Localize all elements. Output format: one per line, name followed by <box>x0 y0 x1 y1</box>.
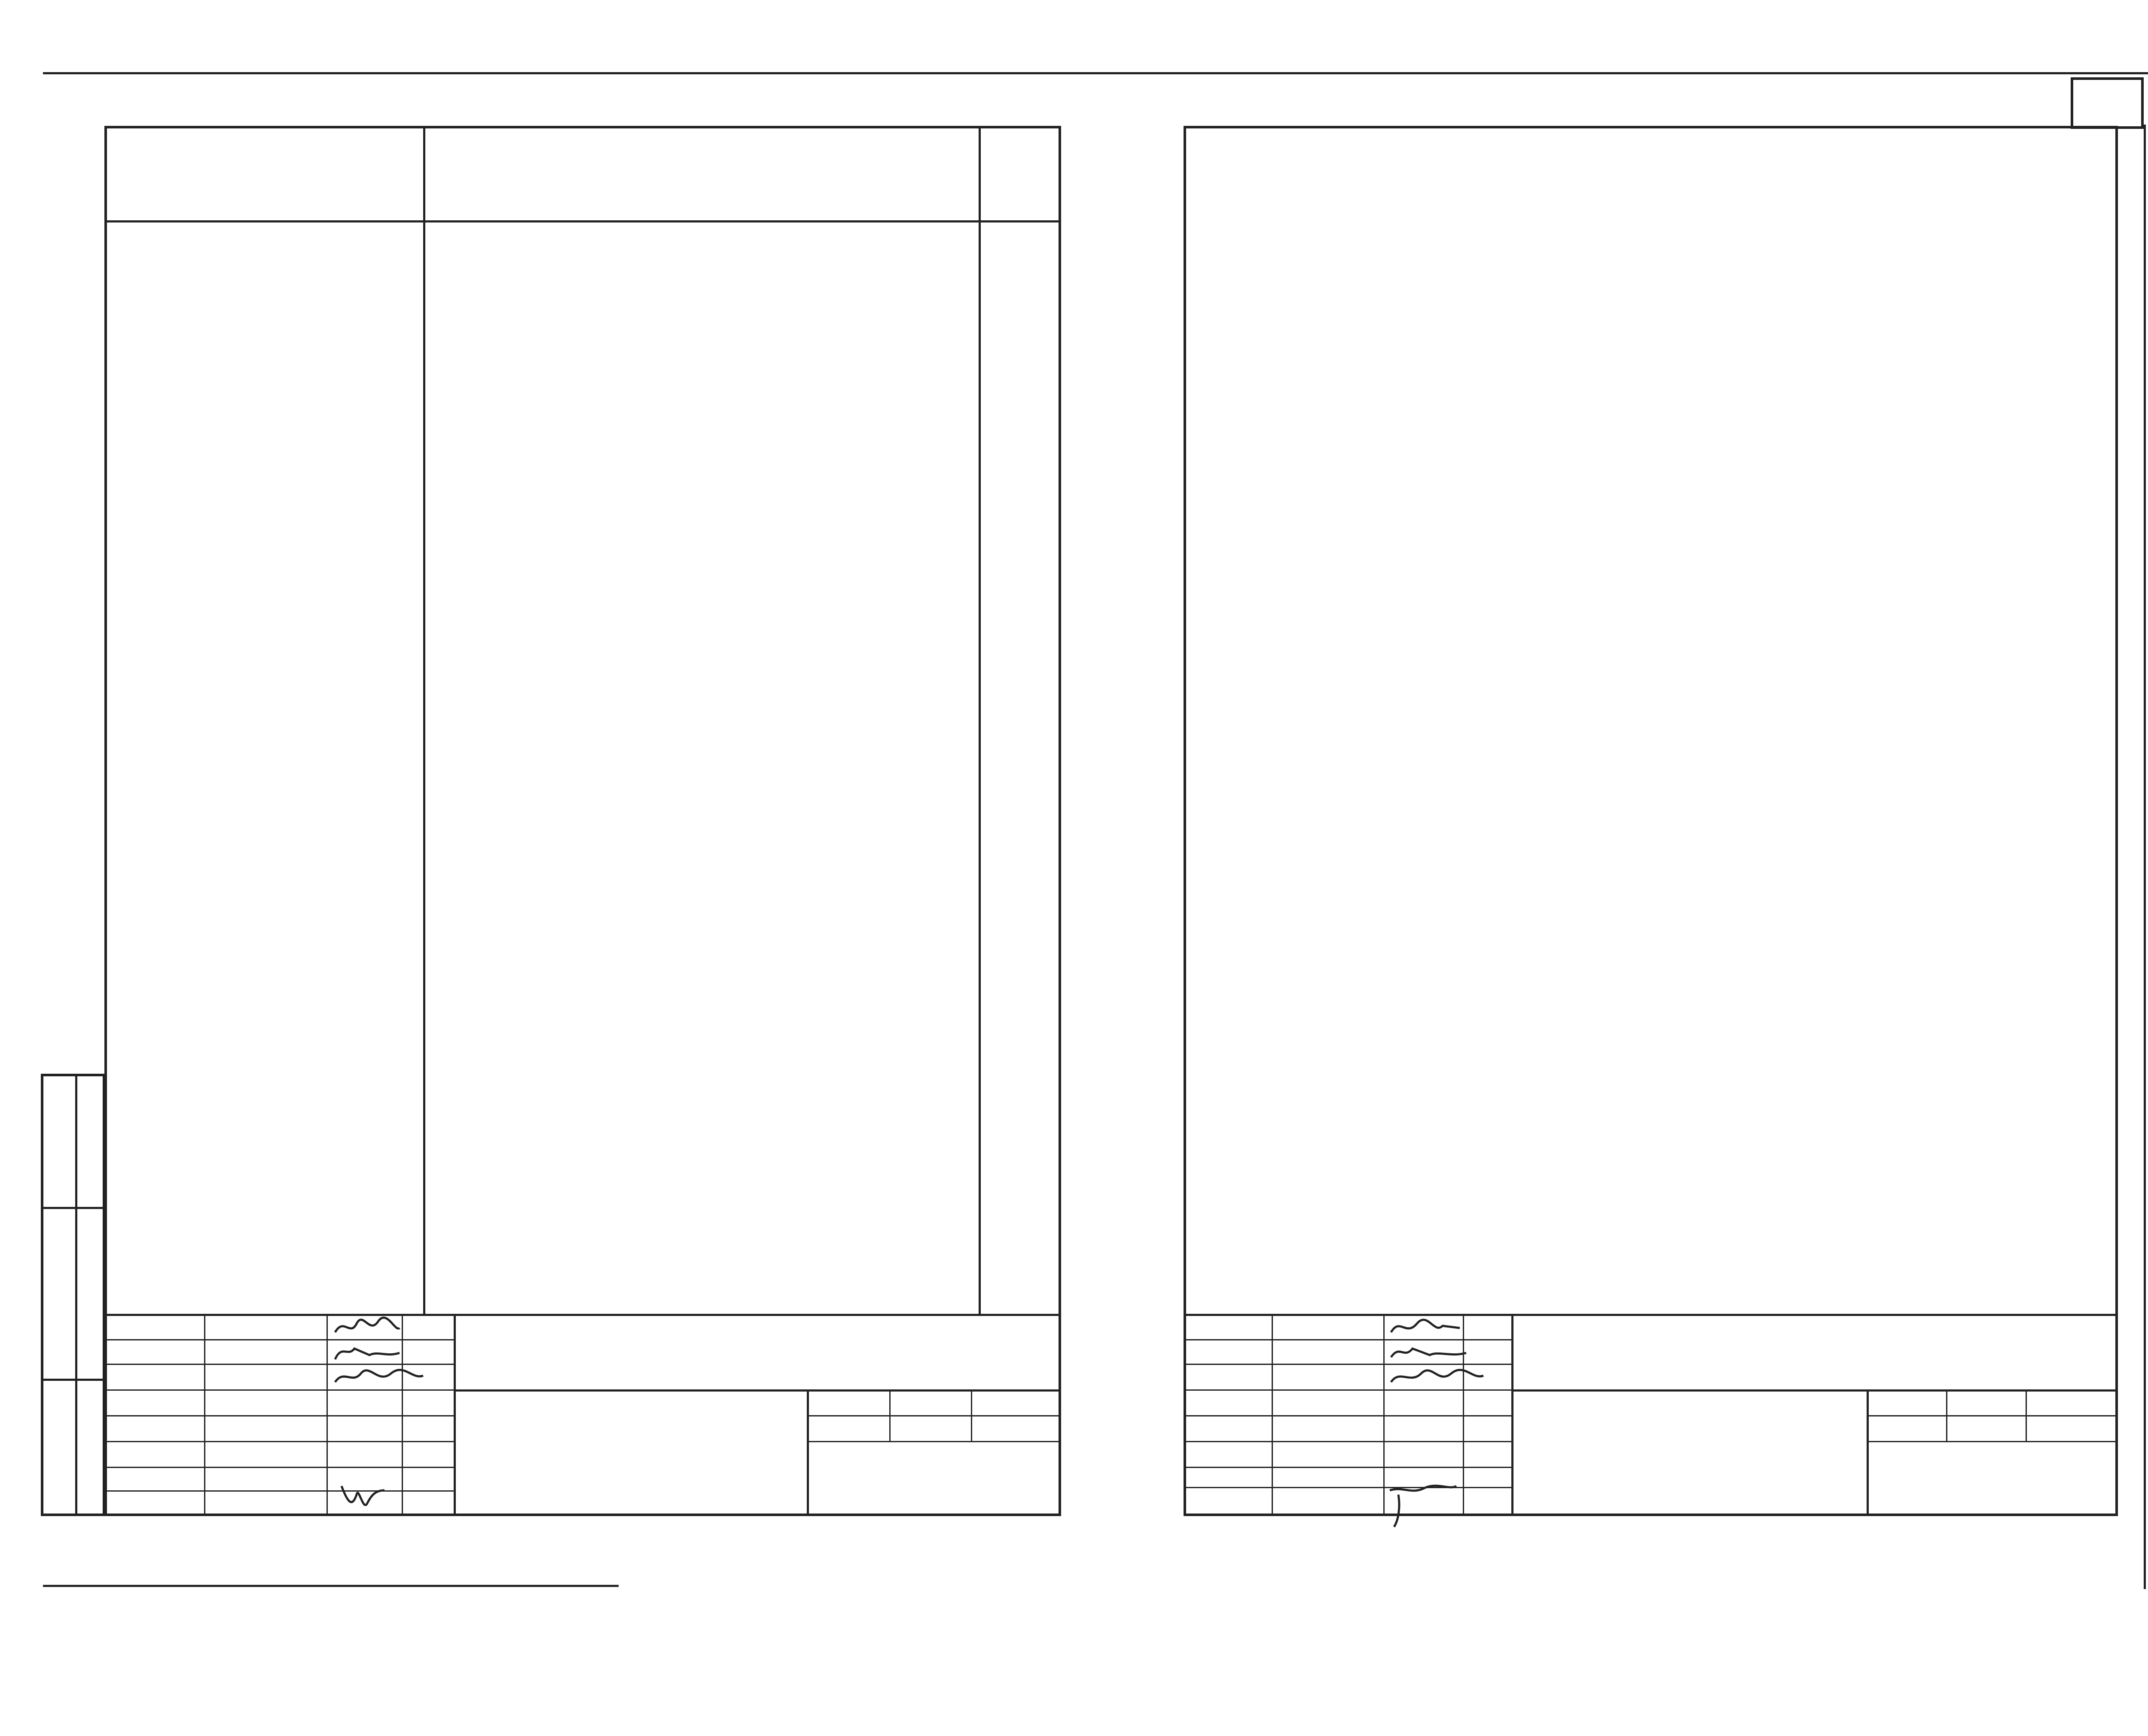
left-signature-4 <box>333 1477 397 1516</box>
top-rule <box>43 72 2148 74</box>
right-sheet-frame <box>1184 126 2118 1516</box>
right-tb-row7 <box>1185 1487 1511 1488</box>
right-signature-2 <box>1387 1340 1468 1365</box>
right-tb-v1 <box>1272 1315 1273 1516</box>
header-bottom-line <box>106 220 1060 222</box>
left-tb-stage-v2 <box>971 1391 972 1441</box>
right-tb-row4 <box>1185 1415 1511 1416</box>
right-tb-stage-row2 <box>1867 1441 2117 1442</box>
left-signature-2 <box>331 1340 404 1365</box>
right-tb-top <box>1185 1314 2117 1316</box>
contents-col-divider-1 <box>423 127 425 1314</box>
right-tb-v2 <box>1383 1315 1385 1516</box>
left-tb-v5 <box>807 1391 809 1516</box>
page-number-box <box>2071 77 2144 129</box>
left-sheet-frame <box>104 126 1061 1516</box>
bottom-rule-left <box>43 1585 619 1587</box>
right-tb-v4 <box>1511 1315 1513 1516</box>
right-tb-stage-v1 <box>1946 1391 1947 1441</box>
side-stamp-vline <box>75 1074 77 1516</box>
left-signature-1 <box>331 1315 404 1340</box>
left-signature-3 <box>331 1365 425 1390</box>
right-signature-1 <box>1387 1315 1464 1340</box>
side-stamp-line-2 <box>41 1379 105 1381</box>
right-signature-4 <box>1385 1477 1458 1529</box>
right-tb-stage-v2 <box>2026 1391 2027 1441</box>
left-tb-stage-row1 <box>808 1415 1060 1416</box>
left-tb-v1 <box>204 1315 205 1516</box>
right-tb-row6 <box>1185 1467 1511 1468</box>
right-tb-v5 <box>1867 1391 1869 1516</box>
left-tb-v2 <box>326 1315 328 1516</box>
right-tb-stage-row1 <box>1867 1415 2117 1416</box>
side-stamp <box>41 1074 105 1516</box>
left-tb-v4 <box>454 1315 456 1516</box>
left-tb-stage-v1 <box>889 1391 891 1441</box>
left-tb-mid <box>455 1389 1060 1392</box>
right-edge-rule <box>2144 125 2146 1589</box>
left-tb-top <box>106 1314 1060 1316</box>
contents-col-divider-2 <box>979 127 981 1314</box>
right-tb-row5 <box>1185 1441 1511 1442</box>
left-tb-stage-row2 <box>808 1441 1060 1442</box>
right-signature-3 <box>1387 1365 1486 1390</box>
side-stamp-line-1 <box>41 1207 105 1209</box>
